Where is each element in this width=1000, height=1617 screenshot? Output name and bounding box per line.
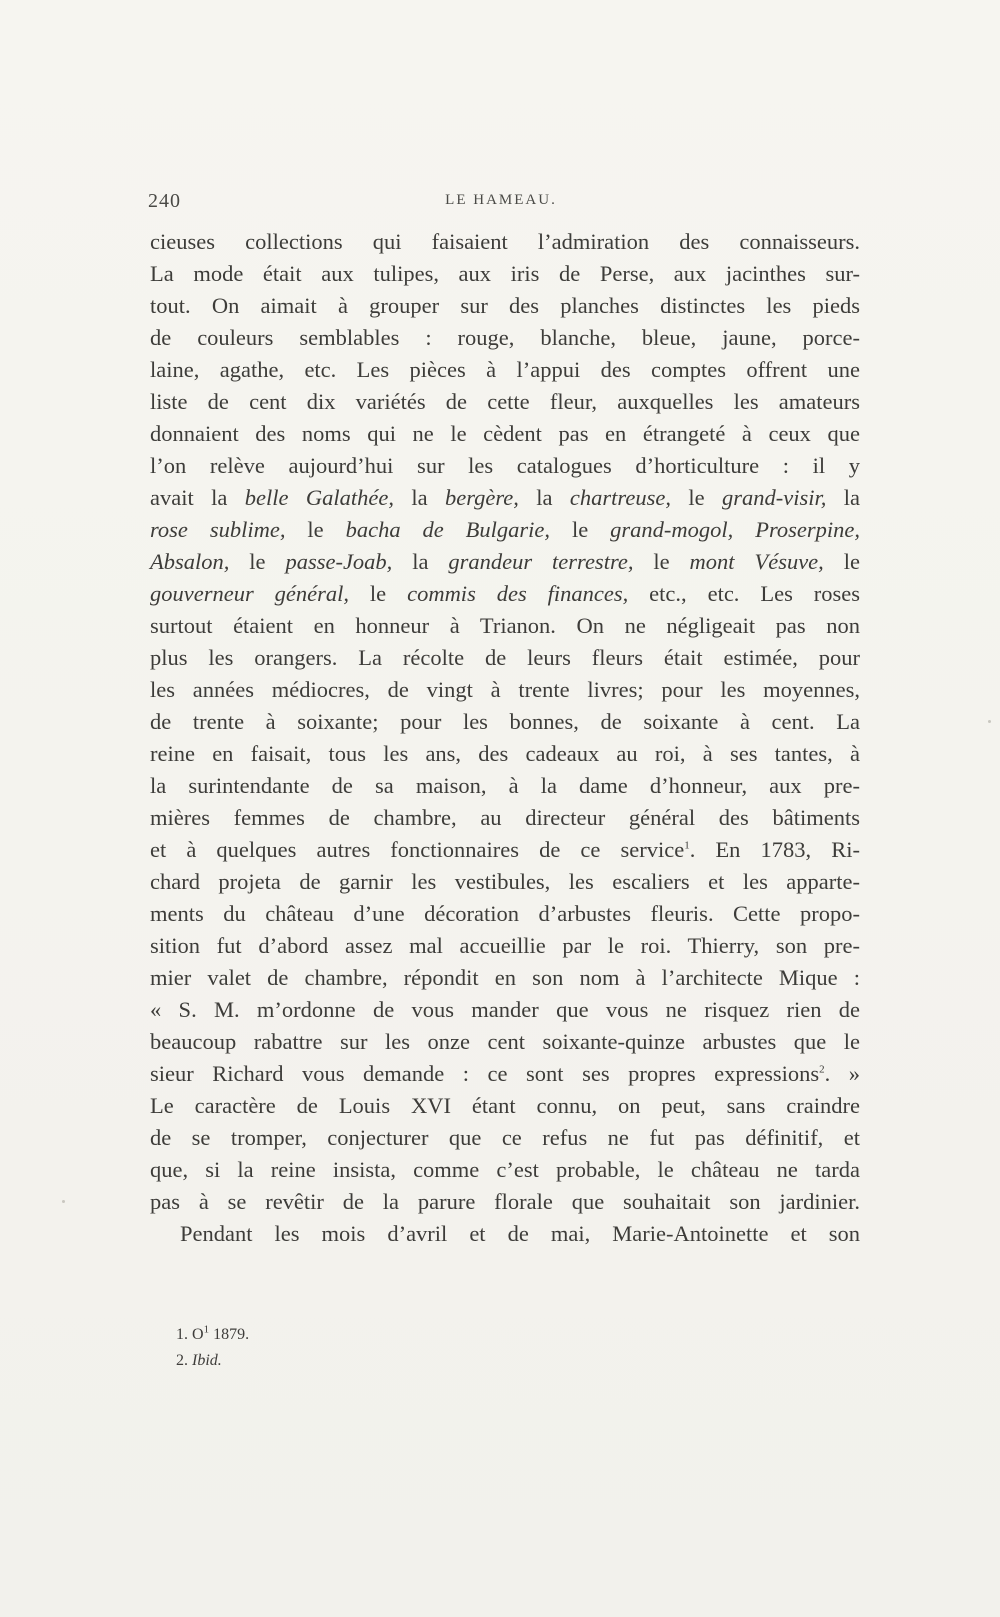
text-line: et à quelques autres fonctionnaires de ce service$^1$. En 1783, Ri-: [150, 837, 860, 862]
page-header: [148, 190, 854, 218]
text-line: « S. M. m’ordonne de vous mander que vous ne risquez rien de: [150, 997, 860, 1022]
text-line: que, si la reine insista, comme c’est probable, le château ne tarda: [150, 1157, 860, 1182]
body-text: [150, 226, 860, 1250]
text-line: sieur Richard vous demande : ce sont ses propres expressions$^2$. »: [150, 1061, 861, 1086]
text-line: plus les orangers. La récolte de leurs fleurs était estimée, pour: [150, 645, 860, 670]
text-line: surtout étaient en honneur à Trianon. On ne négligeait pas non: [150, 613, 860, 638]
text-line: ments du château d’une décoration d’arbustes fleuris. Cette propo-: [150, 901, 860, 926]
text-line: rose sublime, le bacha de Bulgarie, le grand-mogol, Proserpine,: [150, 517, 860, 542]
text-line: les années médiocres, de vingt à trente livres; pour les moyennes,: [150, 677, 860, 702]
text-line: de se tromper, conjecturer que ce refus ne fut pas définitif, et: [150, 1125, 860, 1150]
text-line: de couleurs semblables : rouge, blanche, bleue, jaune, porce-: [150, 325, 860, 350]
text-line: Absalon, le passe-Joab, la grandeur terrestre, le mont Vésuve, le: [150, 549, 860, 574]
page-number: 240: [148, 190, 181, 212]
text-line: gouverneur général, le commis des finances, etc., etc. Les roses: [150, 581, 860, 606]
footnote-ref: 1: [684, 839, 690, 852]
footnotes: [176, 1322, 249, 1374]
paper-speck: [988, 720, 991, 723]
text-line: la surintendante de sa maison, à la dame d’honneur, aux pre-: [150, 773, 860, 798]
footnote-1: 1. $O^1$ 1879.: [176, 1323, 250, 1343]
text-line: Pendant les mois d’avril et de mai, Marie-Antoinette et son: [180, 1221, 860, 1246]
text-line: chard projeta de garnir les vestibules, les escaliers et les apparte-: [150, 869, 860, 894]
footnote-ref: 2: [819, 1063, 825, 1076]
text-line: l’on relève aujourd’hui sur les catalogues d’horticulture : il y: [150, 453, 860, 478]
running-head: LE HAMEAU.: [445, 192, 557, 208]
text-line: mières femmes de chambre, au directeur général des bâtiments: [150, 805, 860, 830]
text-line: mier valet de chambre, répondit en son nom à l’architecte Mique :: [150, 965, 860, 990]
text-line: La mode était aux tulipes, aux iris de Perse, aux jacinthes sur-: [150, 261, 860, 286]
text-line: beaucoup rabattre sur les onze cent soixante-quinze arbustes que le: [150, 1029, 860, 1054]
text-line: pas à se revêtir de la parure florale que souhaitait son jardinier.: [150, 1189, 860, 1214]
text-line: avait la belle Galathée, la bergère, la chartreuse, le grand-visir, la: [150, 485, 860, 510]
text-line: de trente à soixante; pour les bonnes, de soixante à cent. La: [150, 709, 860, 734]
text-line: sition fut d’abord assez mal accueillie par le roi. Thierry, son pre-: [150, 933, 860, 958]
paper-speck: [62, 1200, 65, 1203]
text-line: laine, agathe, etc. Les pièces à l’appui des comptes offrent une: [150, 357, 860, 382]
text-line: Le caractère de Louis XVI étant connu, on peut, sans craindre: [150, 1093, 860, 1118]
footnote-2: 2. Ibid.: [176, 1352, 222, 1369]
text-line: tout. On aimait à grouper sur des planches distinctes les pieds: [150, 293, 860, 318]
text-line: liste de cent dix variétés de cette fleur, auxquelles les amateurs: [150, 389, 860, 414]
text-line: cieuses collections qui faisaient l’admiration des connaisseurs.: [150, 229, 860, 254]
text-line: donnaient des noms qui ne le cèdent pas en étrangeté à ceux que: [150, 421, 860, 446]
text-line: reine en faisait, tous les ans, des cadeaux au roi, à ses tantes, à: [150, 741, 860, 766]
